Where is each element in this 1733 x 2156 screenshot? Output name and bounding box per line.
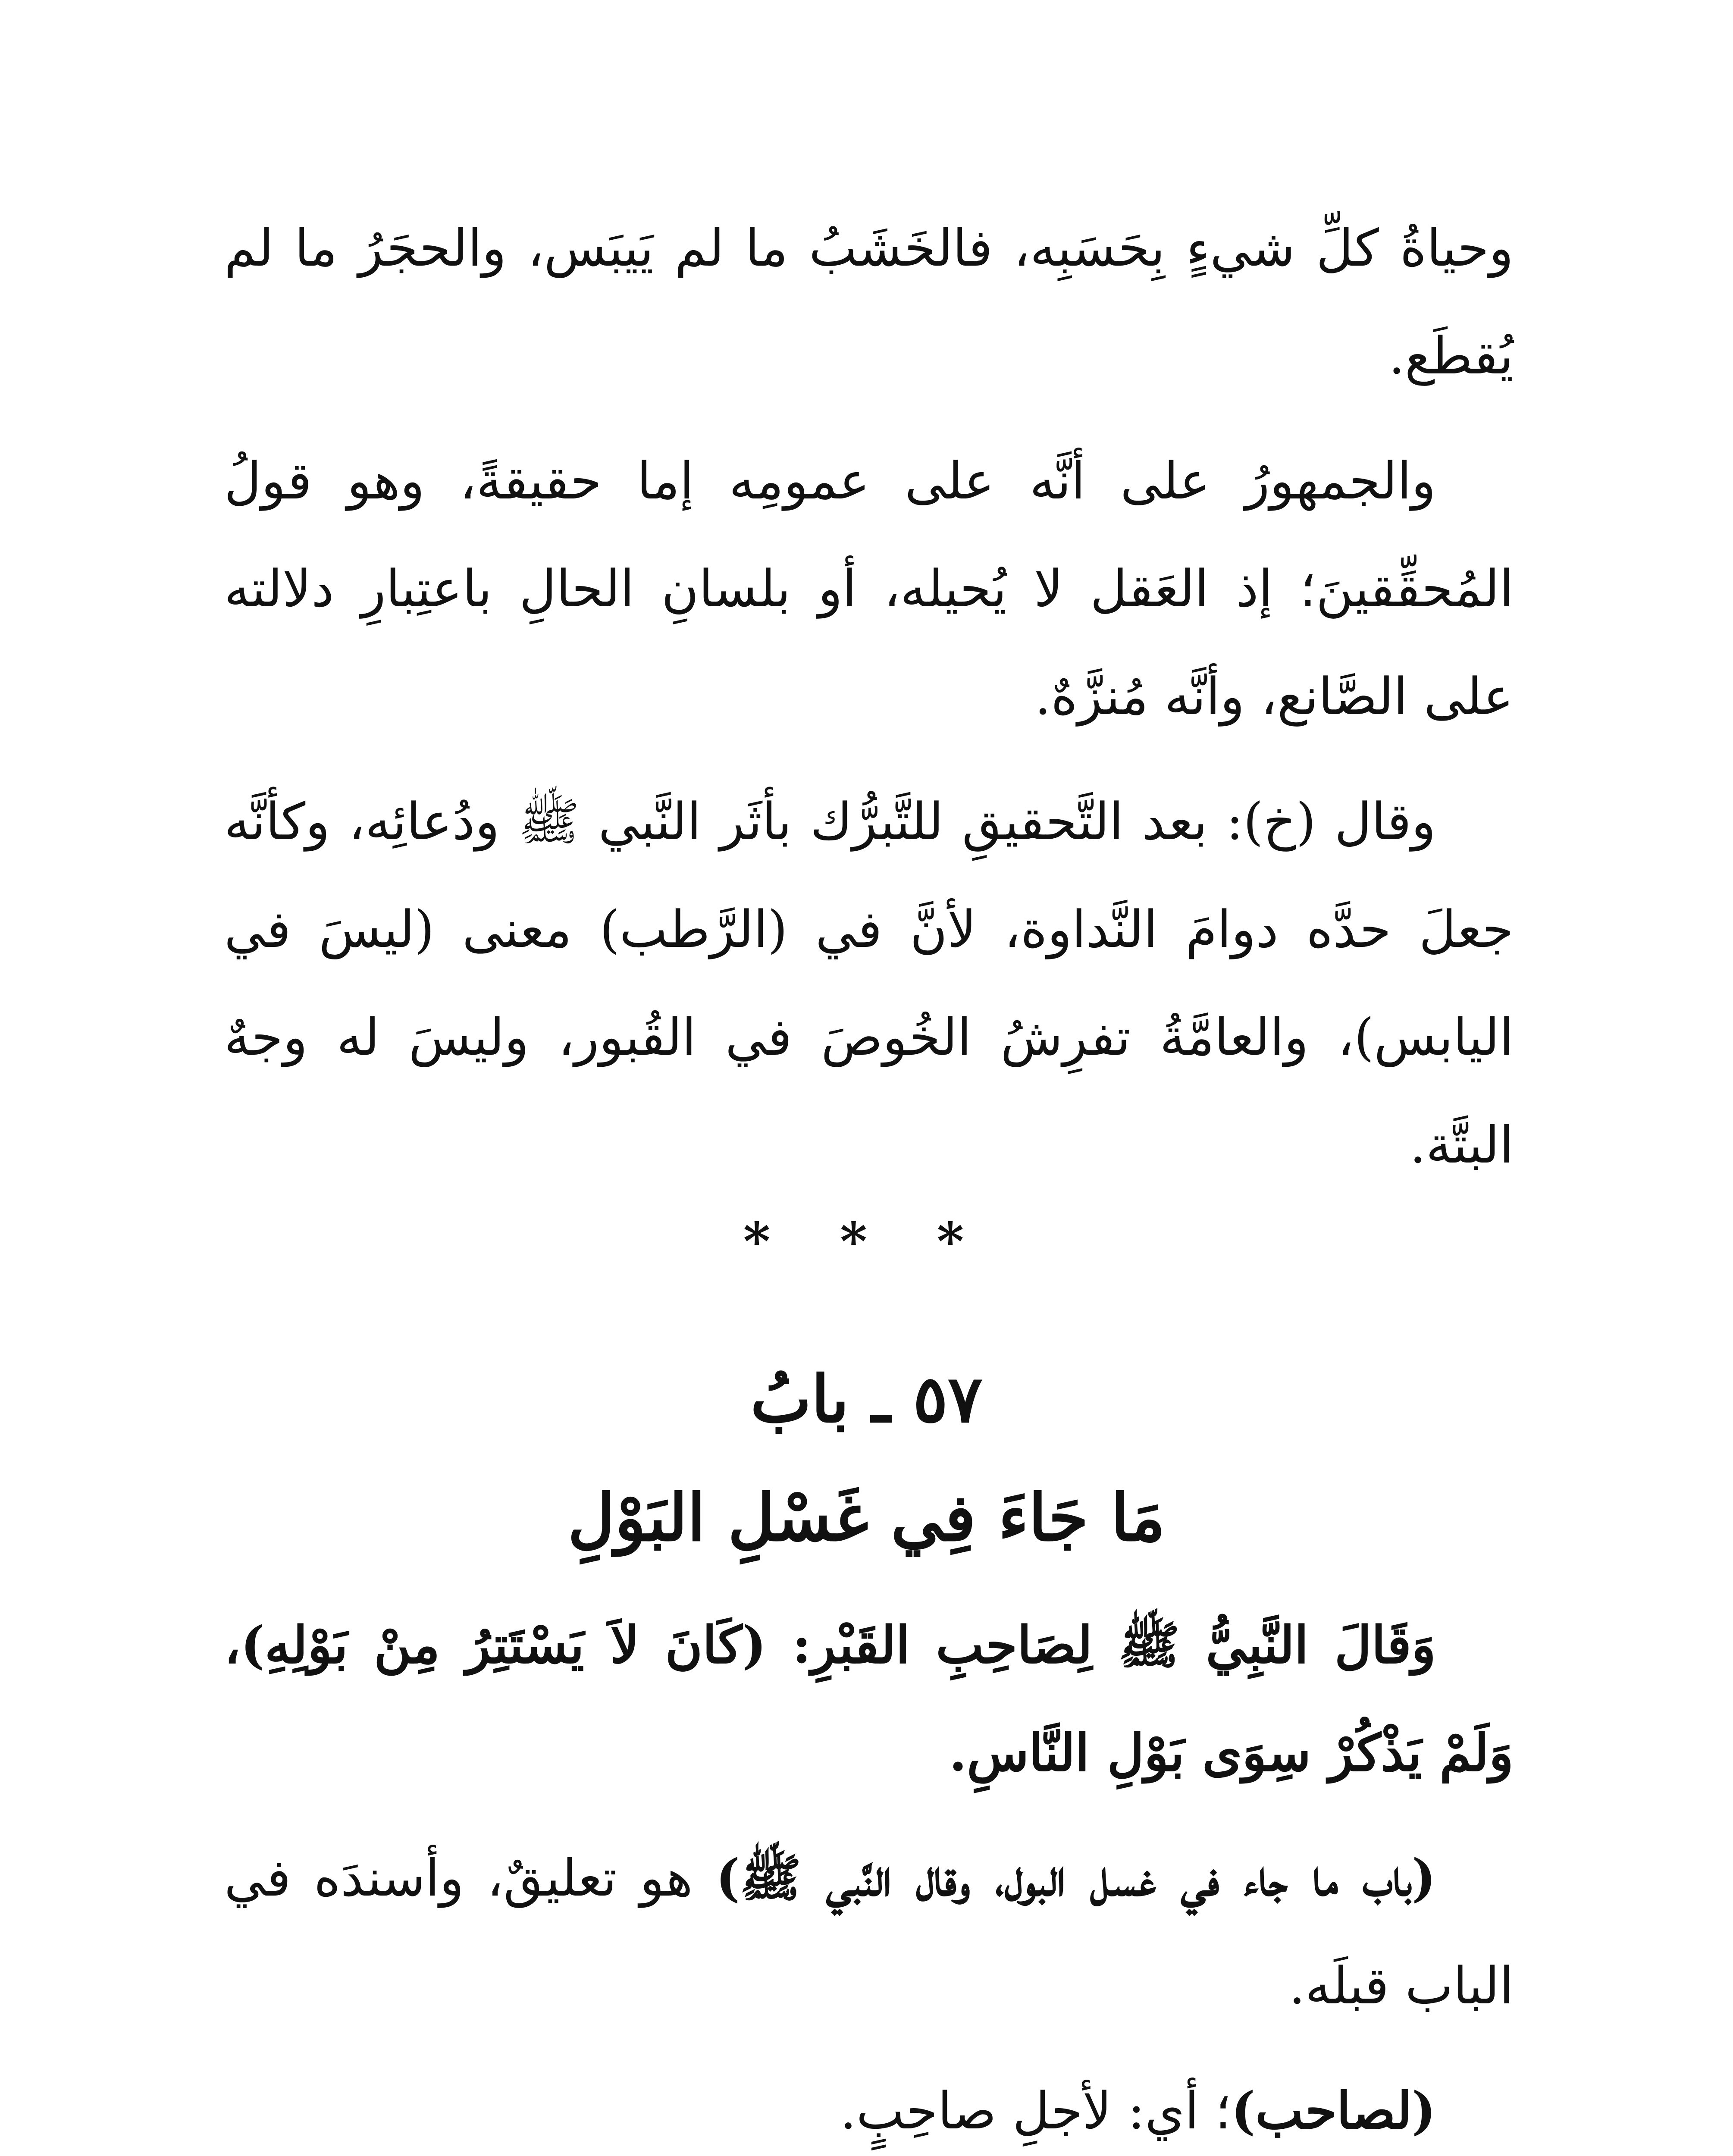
commentary-lead: (لصاحب) <box>1231 2081 1436 2140</box>
commentary-paragraph <box>224 2057 1514 2156</box>
paragraph-gap <box>224 1807 1514 1824</box>
chapter-title: مَا جَاءَ فِي غَسْلِ البَوْلِ <box>567 1480 1166 1556</box>
hadith-text: وَقَالَ النَّبِيُّ ﷺ لِصَاحِبِ القَبْرِ: (كَانَ لاَ يَسْتَتِرُ مِنْ بَوْلِهِ)، وَلَمْ يَذْكُرْ سِوَى بَوْلِ النَّاسِ. <box>224 1615 1514 1783</box>
paragraph-gap <box>224 410 1514 427</box>
chapter-number: ٥٧ ـ بابُ <box>750 1361 983 1437</box>
paragraph-gap <box>224 750 1514 768</box>
commentary-rest: ؛ أي: لأجلِ صاحِبٍ. <box>840 2081 1232 2140</box>
commentary-rest: هو تعليقٌ، وأسندَه في الباب قبلَه. <box>224 1848 1514 2015</box>
commentary-paragraph <box>224 1824 1514 2040</box>
paragraph-gap <box>224 2040 1514 2057</box>
chapter-body <box>224 1591 1514 2156</box>
paragraph-majority-opinion: والجمهورُ على أنَّه على عمومِه إما حقيقةً، وهو قولُ المُحقِّقينَ؛ إذ العَقل لا يُحيله، أو بلسانِ الحالِ باعتِبارِ دلالته على الصَّانع، وأنَّه مُنزَّهٌ. <box>224 451 1514 726</box>
commentary-lead: (باب ما جاء في غسل البول، وقال النَّبي ﷺ) <box>716 1848 1436 1908</box>
section-separator: * * * <box>743 1211 990 1272</box>
top-text-block <box>224 194 1514 1199</box>
paragraph-khattabi-comment: وقال (خ): بعد التَّحقيقِ للتَّبرُّك بأثَر النَّبي ﷺ ودُعائِه، وكأنَّه جعلَ حدَّه دوامَ النَّداوة، لأنَّ في (الرَّطب) معنى (ليسَ في اليابس)، والعامَّةُ تفرِشُ الخُوصَ في القُبور، وليسَ له وجهٌ البتَّة. <box>224 792 1514 1175</box>
paragraph-life-of-things: وحياةُ كلِّ شيءٍ بِحَسَبِه، فالخَشَبُ ما لم يَيبَس، والحجَرُ ما لم يُقطَع. <box>224 218 1514 385</box>
